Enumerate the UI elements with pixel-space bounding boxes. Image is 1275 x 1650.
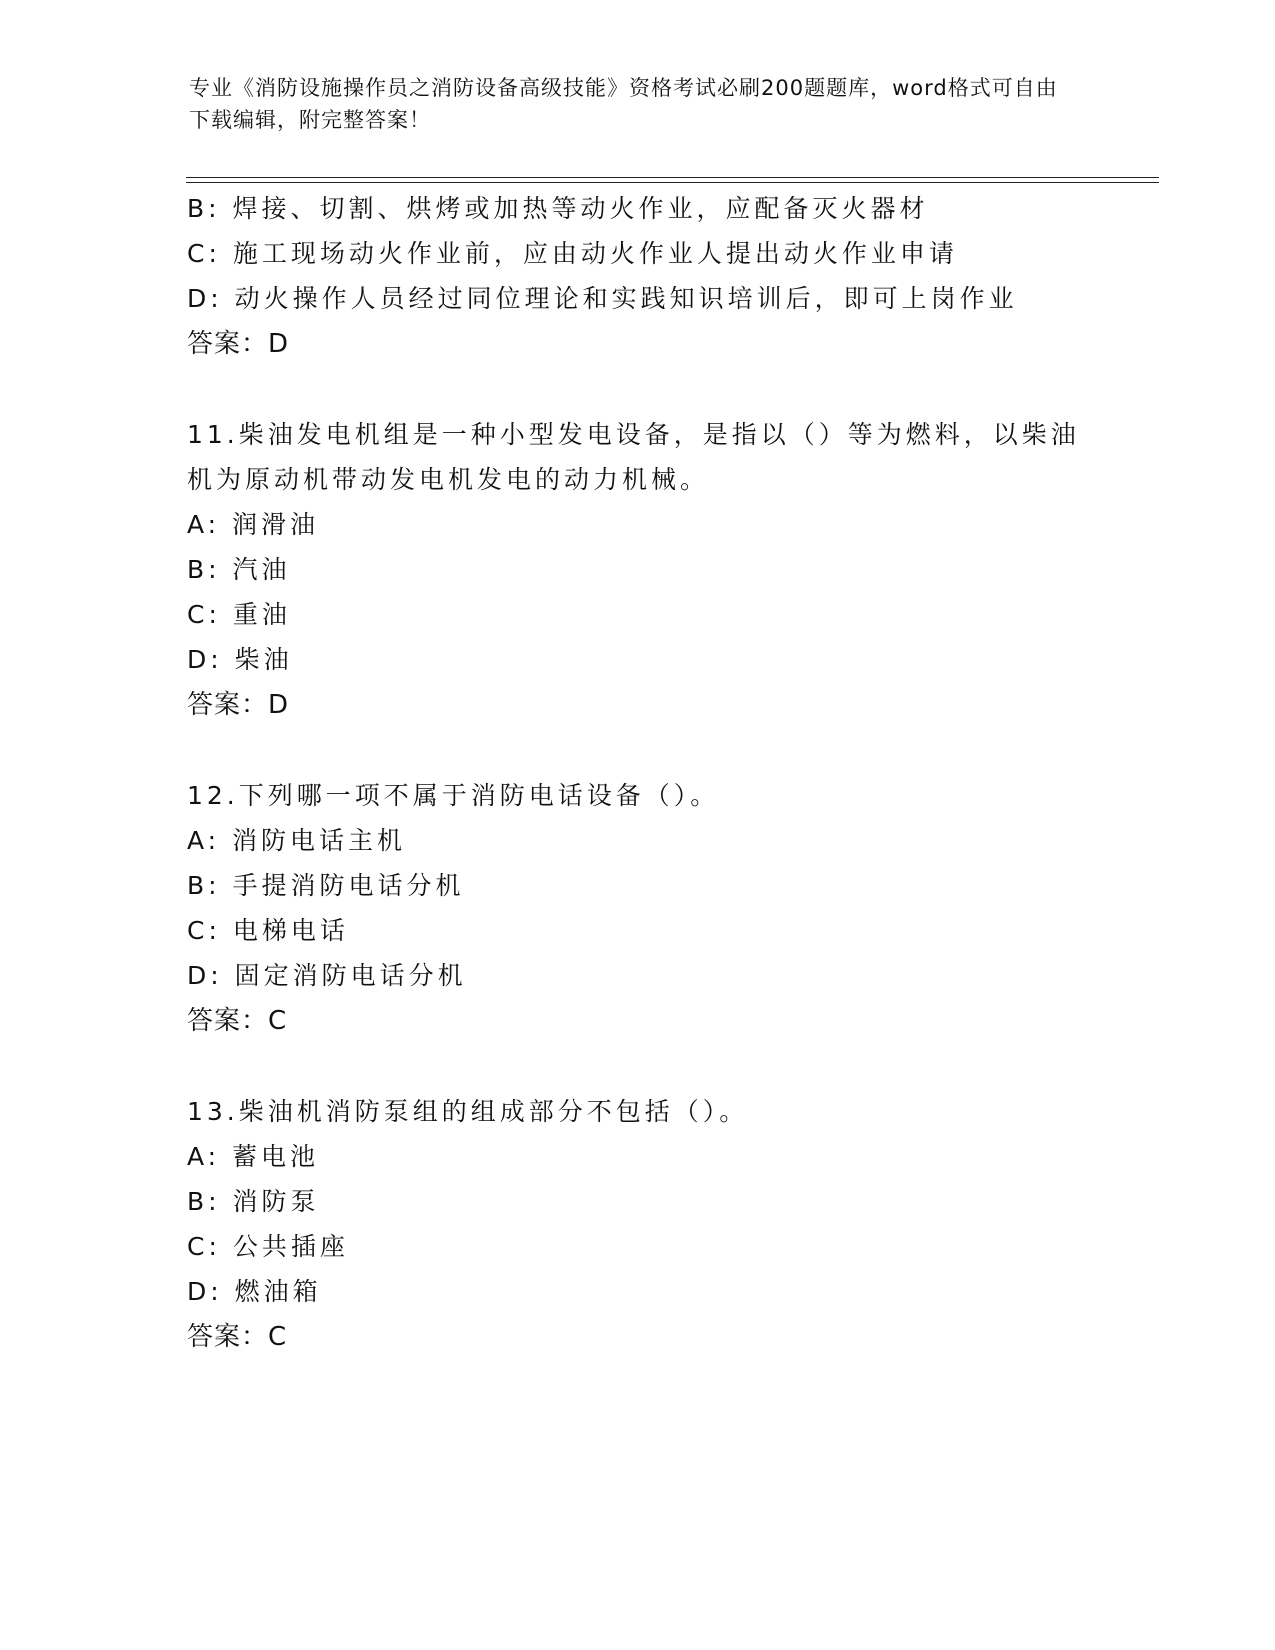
q12-stem: 12.下列哪一项不属于消防电话设备（）。 <box>187 781 720 810</box>
q10-answer: 答案：D <box>187 329 290 359</box>
q11-option-b: B: 汽油 <box>187 555 291 584</box>
q10-option-d: D: 动火操作人员经过同位理论和实践知识培训后，即可上岗作业 <box>187 284 1018 313</box>
q13-option-a: A: 蓄电池 <box>187 1142 320 1171</box>
q11-stem-line1: 11.柴油发电机组是一种小型发电设备，是指以（）等为燃料，以柴油 <box>187 420 1080 449</box>
q10-option-c: C: 施工现场动火作业前，应由动火作业人提出动火作业申请 <box>187 239 958 268</box>
q12-option-b: B: 手提消防电话分机 <box>187 871 465 900</box>
q12-option-c: C: 电梯电话 <box>187 916 349 945</box>
header-rule-top <box>186 177 1159 178</box>
q13-option-c: C: 公共插座 <box>187 1232 349 1261</box>
q10-option-b: B: 焊接、切割、烘烤或加热等动火作业，应配备灭火器材 <box>187 194 929 223</box>
q13-stem: 13.柴油机消防泵组的组成部分不包括（）。 <box>187 1097 749 1126</box>
q13-answer: 答案：C <box>187 1322 288 1352</box>
q12-option-d: D: 固定消防电话分机 <box>187 961 467 990</box>
q11-stem-line2: 机为原动机带动发电机发电的动力机械。 <box>187 465 710 494</box>
q11-answer: 答案：D <box>187 690 290 720</box>
q13-option-b: B: 消防泵 <box>187 1187 320 1216</box>
q13-option-d: D: 燃油箱 <box>187 1277 322 1306</box>
q11-option-a: A: 润滑油 <box>187 510 320 539</box>
header-rule-bottom <box>186 182 1159 183</box>
q12-answer: 答案：C <box>187 1006 288 1036</box>
q11-option-d: D: 柴油 <box>187 645 293 674</box>
q12-option-a: A: 消防电话主机 <box>187 826 407 855</box>
q11-option-c: C: 重油 <box>187 600 291 629</box>
document-header: 专业《消防设施操作员之消防设备高级技能》资格考试必刷200题题库，word格式可自由下载编辑，附完整答案！ <box>189 76 1058 132</box>
